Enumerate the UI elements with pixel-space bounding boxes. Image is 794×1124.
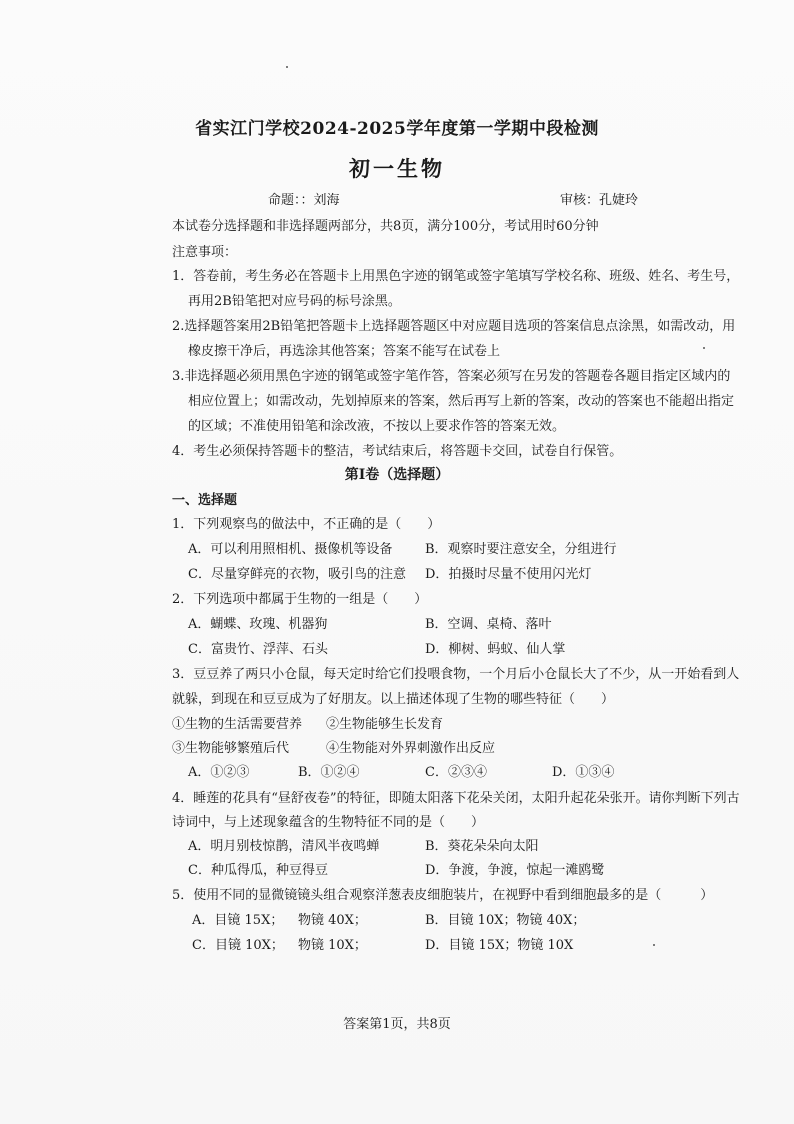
note-line: 3.非选择题必须用黑色字迹的钢笔或签字笔作答，答案必须写在另发的答题卷各题目指定区域内的	[172, 369, 731, 384]
scan-speck	[286, 66, 288, 68]
option-c: C．种瓜得瓜，种豆得豆	[188, 863, 328, 878]
option-a: A．明月别枝惊鹊，清风半夜鸣蝉	[188, 839, 380, 854]
option-c: C．尽量穿鲜亮的衣物，吸引鸟的注意	[188, 567, 406, 582]
note-line: 1．答卷前，考生务必在答题卡上用黑色字迹的钢笔或签字笔填写学校名称、班级、姓名、考生号，	[172, 269, 740, 284]
option-b: B．①②④	[298, 765, 360, 780]
note-line: 4．考生必须保持答题卡的整洁，考试结束后，将答题卡交回，试卷自行保管。	[172, 444, 623, 459]
feature-item: ①生物的生活需要营养	[172, 717, 303, 732]
option-c-objective: 物镜 10X；	[298, 938, 367, 953]
note-line: 2.选择题答案用2B铅笔把答题卡上选择题答题区中对应题目选项的答案信息点涂黑，如需改动，用	[172, 319, 736, 334]
feature-item: ③生物能够繁殖后代	[172, 741, 290, 756]
question-stem: 1．下列观察鸟的做法中，不正确的是（ ）	[172, 517, 441, 532]
note-line: 橡皮擦干净后，再选涂其他答案；答案不能写在试卷上	[188, 344, 501, 359]
part-title: 一、选择题	[172, 493, 238, 508]
option-d: D．拍摄时尽量不使用闪光灯	[425, 567, 592, 582]
page-number: 答案第1页，共8页	[343, 1017, 451, 1032]
option-a: A．蝴蝶、玫瑰、机器狗	[188, 617, 328, 632]
note-line: 相应位置上；如需改动，先划掉原来的答案，然后再写上新的答案，改动的答案也不能超出指定	[188, 394, 735, 409]
option-b: B．目镜 10X；物镜 40X；	[425, 913, 586, 928]
section-title: 第Ⅰ卷（选择题）	[344, 467, 450, 483]
option-a-eyepiece: A．目镜 15X；	[192, 913, 284, 928]
option-a: A．①②③	[188, 765, 250, 780]
option-c-eyepiece: C．目镜 10X；	[192, 938, 284, 953]
author-line: 命题：：刘海	[268, 193, 340, 208]
option-d: D．目镜 15X；物镜 10X	[425, 938, 574, 953]
question-stem: 5．使用不同的显微镜镜头组合观察洋葱表皮细胞装片，在视野中看到细胞最多的是（ ）	[172, 888, 714, 903]
school-title: 省实江门学校2024-2025学年度第一学期中段检测	[195, 119, 599, 139]
exam-summary: 本试卷分选择题和非选择题两部分，共8页，满分100分，考试用时60分钟	[172, 219, 599, 234]
scan-speck	[703, 347, 705, 349]
option-c: C．②③④	[425, 765, 487, 780]
note-line: 的区域；不准使用铅笔和涂改液，不按以上要求作答的答案无效。	[188, 419, 566, 434]
option-d: D．争渡，争渡，惊起一滩鸥鹭	[425, 863, 605, 878]
question-stem-line: 3．豆豆养了两只小仓鼠，每天定时给它们投喂食物，一个月后小仓鼠长大了不少，从一开始看到人	[172, 667, 740, 682]
option-d: D．柳树、蚂蚁、仙人掌	[425, 642, 566, 657]
option-a: A．可以利用照相机、摄像机等设备	[188, 542, 393, 557]
feature-item: ②生物能够生长发育	[326, 717, 444, 732]
notes-title: 注意事项：	[172, 245, 238, 260]
reviewer-line: 审核：孔婕玲	[560, 193, 639, 208]
note-line: 再用2B铅笔把对应号码的标号涂黑。	[188, 294, 401, 309]
option-b: B．葵花朵朵向太阳	[425, 839, 539, 854]
question-stem: 2．下列选项中都属于生物的一组是（ ）	[172, 592, 428, 607]
question-stem-line: 4．睡莲的花具有“昼舒夜卷”的特征，即随太阳落下花朵关闭，太阳升起花朵张开。请你判断下列古	[172, 791, 740, 806]
option-c: C．富贵竹、浮萍、石头	[188, 642, 328, 657]
question-stem-line: 就躲，到现在和豆豆成为了好朋友。以上描述体现了生物的哪些特征（ ）	[172, 692, 615, 707]
option-a-objective: 物镜 40X；	[298, 913, 367, 928]
scan-speck	[653, 944, 655, 946]
subject-title: 初一生物	[349, 156, 445, 181]
option-b: B．空调、桌椅、落叶	[425, 617, 552, 632]
question-stem-line: 诗词中，与上述现象蕴含的生物特征不同的是（ ）	[172, 815, 485, 830]
option-d: D．①③④	[552, 765, 615, 780]
option-b: B．观察时要注意安全，分组进行	[425, 542, 617, 557]
feature-item: ④生物能对外界刺激作出反应	[326, 741, 496, 756]
